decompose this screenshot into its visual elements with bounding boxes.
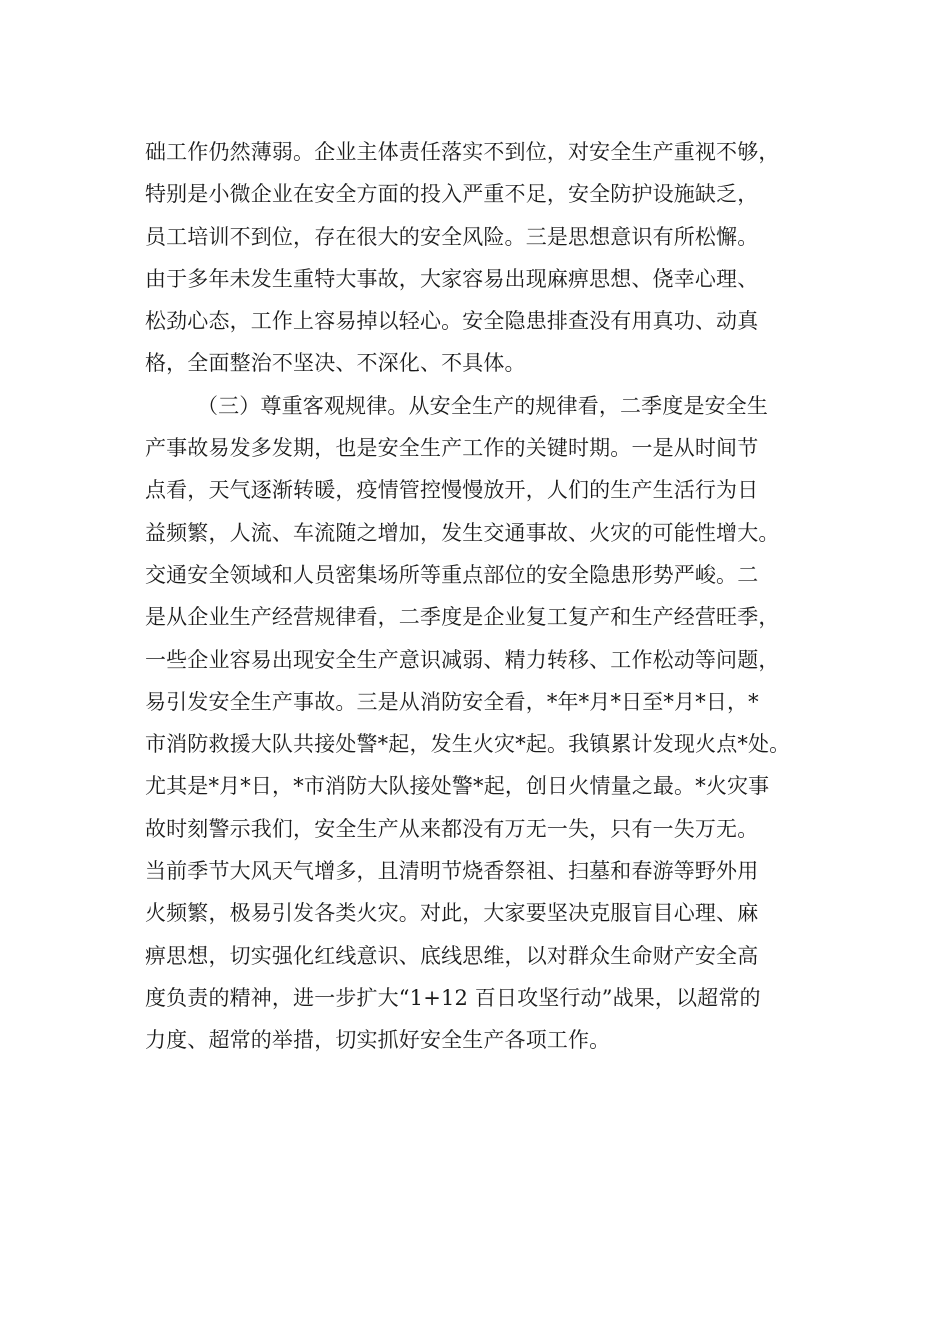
text-line: 是从企业生产经营规律看，二季度是企业复工复产和生产经营旺季， (145, 605, 780, 630)
text-line: 员工培训不到位，存在很大的安全风险。三是思想意识有所松懈。 (145, 224, 759, 249)
text-line: 痹思想，切实强化红线意识、底线思维，以对群众生命财产安全高 (145, 943, 759, 968)
text-line: 度负责的精神，进一步扩大“1+12 百日攻坚行动”战果，以超常的 (145, 985, 761, 1010)
text-line: 由于多年未发生重特大事故，大家容易出现麻痹思想、侥幸心理、 (145, 266, 759, 291)
text-line: 松劲心态，工作上容易掉以轻心。安全隐患排查没有用真功、动真 (145, 309, 759, 334)
text-line: 火频繁，极易引发各类火灾。对此，大家要坚决克服盲目心理、麻 (145, 901, 759, 926)
text-line: 点看，天气逐渐转暖，疫情管控慢慢放开，人们的生产生活行为日 (145, 478, 759, 503)
document-body (145, 131, 845, 1062)
text-line: 产事故易发多发期，也是安全生产工作的关键时期。一是从时间节 (145, 436, 759, 461)
text-line: 益频繁，人流、车流随之增加，发生交通事故、火灾的可能性增大。 (145, 520, 780, 545)
text-line: 础工作仍然薄弱。企业主体责任落实不到位，对安全生产重视不够， (145, 140, 780, 164)
text-line: 市消防救援大队共接处警*起，发生火灾*起。我镇累计发现火点*处。 (145, 732, 791, 757)
text-line: 交通安全领域和人员密集场所等重点部位的安全隐患形势严峻。二 (145, 562, 759, 587)
text-line: 尤其是*月*日，*市消防大队接处警*起，创日火情量之最。*火灾事 (145, 774, 770, 799)
section-heading-line: （三）尊重客观规律。从安全生产的规律看，二季度是安全生 (197, 393, 769, 418)
text-line: 特别是小微企业在安全方面的投入严重不足，安全防护设施缺乏， (145, 182, 759, 207)
text-line: 故时刻警示我们，安全生产从来都没有万无一失，只有一失万无。 (145, 816, 759, 841)
text-line: 格，全面整治不坚决、不深化、不具体。 (145, 351, 526, 376)
text-line: 一些企业容易出现安全生产意识减弱、精力转移、工作松动等问题， (145, 647, 780, 672)
text-line: 易引发安全生产事故。三是从消防安全看，*年*月*日至*月*日，* (145, 689, 759, 714)
text-line: 当前季节大风天气增多，且清明节烧香祭祖、扫墓和春游等野外用 (145, 859, 759, 884)
text-line: 力度、超常的举措，切实抓好安全生产各项工作。 (145, 1028, 611, 1053)
